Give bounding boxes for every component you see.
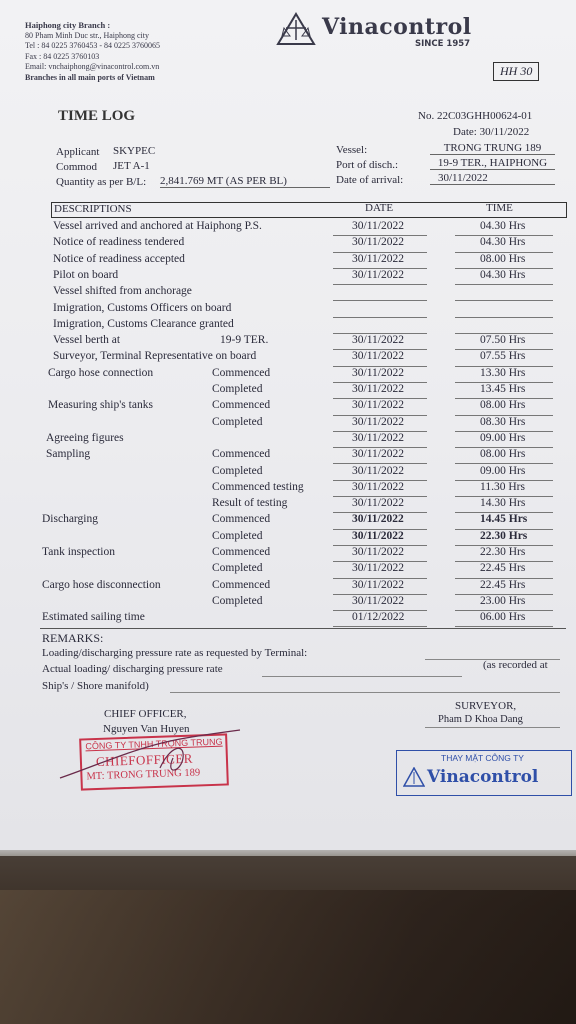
- row-sub-description: Commenced: [212, 399, 271, 412]
- row-date: 30/11/2022: [352, 546, 404, 558]
- table-row: [0, 253, 576, 269]
- table-row: [0, 546, 576, 562]
- row-date: 30/11/2022: [352, 562, 404, 575]
- stamp-role: CHIEFOFFICER: [95, 750, 194, 770]
- row-description: Sampling: [46, 448, 91, 461]
- row-date: 30/11/2022: [352, 480, 404, 493]
- table-row: [0, 465, 576, 481]
- table-row: [0, 416, 576, 432]
- table-row: [0, 562, 576, 578]
- row-sub-description: Completed: [212, 464, 263, 477]
- arrival-label: Date of arrival:: [336, 174, 404, 186]
- applicant-label: Applicant: [56, 146, 100, 158]
- date-cell: [333, 286, 427, 301]
- table-row: [0, 334, 576, 350]
- row-description: Agreeing figures: [46, 431, 124, 444]
- table-bottom-rule: [40, 628, 566, 629]
- row-sub-description: Commenced: [212, 513, 271, 526]
- row-time: 13.30 Hrs: [480, 366, 526, 379]
- page-title: TIME LOG: [58, 108, 136, 124]
- row-time: 08.00 Hrs: [480, 399, 526, 412]
- row-date: 30/11/2022: [352, 448, 404, 461]
- quantity-value: 2,841.769 MT (AS PER BL): [160, 175, 330, 188]
- quantity-label: Quantity as per B/L:: [56, 176, 147, 188]
- remarks-rule-2: [262, 676, 462, 677]
- row-date: 01/12/2022: [352, 611, 405, 624]
- row-date: 30/11/2022: [352, 399, 404, 412]
- row-time: 22.45 Hrs: [480, 578, 526, 591]
- row-time: 08.00 Hrs: [480, 448, 526, 461]
- row-sub-description: Result of testing: [212, 497, 288, 510]
- table-row: [0, 367, 576, 383]
- row-date: 30/11/2022: [352, 415, 404, 428]
- row-date: 30/11/2022: [352, 594, 404, 607]
- row-description: Tank inspection: [42, 546, 115, 558]
- row-date: 30/11/2022: [352, 268, 404, 281]
- header-descriptions: DESCRIPTIONS: [54, 203, 132, 215]
- row-description: Pilot on board: [53, 268, 119, 281]
- branch-address: 80 Pham Minh Duc str., Haiphong city: [25, 31, 149, 40]
- chief-officer-name: Nguyen Van Huyen: [103, 723, 190, 735]
- chief-officer-signature: [55, 728, 245, 788]
- surveyor-rule: [425, 727, 560, 728]
- row-date: 30/11/2022: [352, 383, 404, 395]
- row-sub-description: Commenced: [212, 546, 271, 558]
- row-time: 22.45 Hrs: [480, 562, 526, 575]
- row-sub-description: Commenced: [212, 578, 271, 591]
- time-log-table: [0, 220, 576, 630]
- remarks-line-2: Actual loading/ discharging pressure rate: [42, 663, 223, 675]
- branch-email: Email: vnchaiphong@vinacontrol.com.vn: [25, 62, 160, 71]
- table-row: [0, 513, 576, 529]
- row-time: 07.55 Hrs: [480, 350, 526, 363]
- row-description: Vessel berth at: [53, 334, 121, 347]
- row-description: Surveyor, Terminal Representative on board: [53, 350, 257, 363]
- remarks-rule-3: [170, 692, 560, 693]
- header-time: TIME: [486, 202, 513, 214]
- vinacontrol-logo-icon: [276, 12, 316, 46]
- table-row: [0, 530, 576, 546]
- stamp-vessel: MT: TRONG TRUNG 189: [86, 767, 201, 783]
- surveyor-title: SURVEYOR,: [455, 700, 517, 712]
- table-row: [0, 579, 576, 595]
- row-sub-description: Commenced: [212, 366, 271, 379]
- table-row: [0, 481, 576, 497]
- row-date: 30/11/2022: [352, 366, 404, 379]
- commod-value: JET A-1: [113, 160, 150, 172]
- surveyor-company-stamp: [396, 750, 572, 796]
- row-time: 22.30 Hrs: [480, 529, 528, 542]
- branch-ports: Branches in all main ports of Vietnam: [25, 73, 155, 82]
- row-sub-description: Completed: [212, 529, 263, 542]
- row-time: 13.45 Hrs: [480, 383, 526, 395]
- row-time: 07.50 Hrs: [480, 334, 526, 347]
- row-date: 30/11/2022: [352, 431, 404, 444]
- vessel-value: TRONG TRUNG 189: [430, 142, 555, 155]
- logo-wordmark: Vinacontrol: [322, 14, 472, 40]
- applicant-value: SKYPEC: [113, 145, 156, 157]
- time-cell: [455, 303, 553, 318]
- row-sub-description: Commenced: [212, 448, 271, 461]
- row-date: 30/11/2022: [352, 252, 404, 265]
- table-row: [0, 448, 576, 464]
- row-time: 04.30 Hrs: [480, 236, 526, 249]
- row-date: 30/11/2022: [352, 513, 404, 526]
- row-date: 30/11/2022: [352, 350, 404, 363]
- row-sub-description: 19-9 TER.: [220, 334, 269, 347]
- date-cell: [333, 303, 427, 318]
- row-sub-description: Completed: [212, 415, 263, 428]
- stamp-company: CÔNG TY TNHH TRỌNG TRUNG: [85, 736, 223, 752]
- time-cell: [455, 319, 553, 334]
- stamp-logo-icon: [403, 767, 425, 787]
- row-sub-description: Completed: [212, 383, 263, 395]
- stamp-on-behalf: THAY MẶT CÔNG TY: [441, 753, 524, 763]
- wood-grain: [0, 890, 576, 1024]
- row-description: Notice of readiness tendered: [53, 236, 185, 249]
- vessel-label: Vessel:: [336, 144, 368, 156]
- row-time: 08.30 Hrs: [480, 415, 526, 428]
- table-row: [0, 611, 576, 627]
- branch-tel: Tel : 84 0225 3760453 - 84 0225 3760065: [25, 41, 160, 50]
- row-description: Imigration, Customs Officers on board: [53, 301, 232, 314]
- table-row: [0, 318, 576, 334]
- row-description: Imigration, Customs Clearance granted: [53, 317, 234, 330]
- branch-fax: Fax : 84 0225 3760103: [25, 52, 100, 61]
- row-description: Discharging: [42, 513, 99, 526]
- row-description: Notice of readiness accepted: [53, 252, 185, 265]
- branch-name: Haiphong city Branch :: [25, 20, 111, 30]
- table-row: [0, 350, 576, 366]
- row-time: 14.30 Hrs: [480, 497, 526, 510]
- port-label: Port of disch.:: [336, 159, 399, 171]
- remarks-line-1: Loading/discharging pressure rate as requested by Terminal:: [42, 647, 308, 659]
- table-row: [0, 269, 576, 285]
- row-time: 04.30 Hrs: [480, 220, 526, 232]
- table-surface: [0, 850, 576, 1024]
- table-row: [0, 432, 576, 448]
- table-header: [51, 202, 567, 218]
- row-date: 30/11/2022: [352, 220, 404, 232]
- row-date: 30/11/2022: [352, 578, 404, 591]
- row-time: 06.00 Hrs: [480, 611, 526, 624]
- table-row: [0, 399, 576, 415]
- date-cell: [333, 319, 427, 334]
- row-date: 30/11/2022: [352, 236, 404, 249]
- row-sub-description: Completed: [212, 562, 263, 575]
- header-date: DATE: [365, 202, 394, 214]
- row-time: 09.00 Hrs: [480, 431, 526, 444]
- row-description: Vessel arrived and anchored at Haiphong P.S.: [53, 220, 262, 232]
- port-value: 19-9 TER., HAIPHONG: [430, 157, 555, 170]
- row-date: 30/11/2022: [352, 497, 404, 510]
- table-row: [0, 497, 576, 513]
- table-row: [0, 220, 576, 236]
- commod-label: Commod: [56, 161, 97, 173]
- arrival-date: 30/11/2022: [438, 172, 488, 184]
- document-number: No. 22C03GHH00624-01: [418, 110, 533, 122]
- arrival-value: [430, 172, 555, 185]
- remarks-line-2-right: (as recorded at: [483, 659, 548, 671]
- surveyor-name: Pham D Khoa Dang: [438, 714, 523, 725]
- table-row: [0, 236, 576, 252]
- remarks-label: REMARKS:: [42, 631, 104, 645]
- time-cell: [455, 286, 553, 301]
- table-row: [0, 595, 576, 611]
- row-description: Estimated sailing time: [42, 611, 145, 624]
- row-time: 23.00 Hrs: [480, 594, 526, 607]
- row-sub-description: Commenced testing: [212, 480, 304, 493]
- row-date: 30/11/2022: [352, 334, 404, 347]
- row-date: 30/11/2022: [352, 464, 404, 477]
- row-date: 30/11/2022: [352, 529, 404, 542]
- row-time: 08.00 Hrs: [480, 252, 526, 265]
- table-row: [0, 302, 576, 318]
- document-date: Date: 30/11/2022: [453, 126, 530, 138]
- table-row: [0, 285, 576, 301]
- stamp-logo-wordmark: Vinacontrol: [427, 767, 539, 787]
- row-description: Cargo hose disconnection: [42, 578, 161, 591]
- row-description: Vessel shifted from anchorage: [53, 285, 192, 298]
- form-code-box: HH 30: [493, 62, 539, 81]
- remarks-line-3: Ship's / Shore manifold): [42, 680, 149, 692]
- row-sub-description: Completed: [212, 594, 263, 607]
- chief-officer-title: CHIEF OFFICER,: [104, 708, 187, 720]
- row-time: 11.30 Hrs: [480, 480, 525, 493]
- row-description: Measuring ship's tanks: [48, 399, 153, 412]
- table-row: [0, 383, 576, 399]
- row-description: Cargo hose connection: [48, 366, 154, 379]
- row-time: 14.45 Hrs: [480, 513, 528, 526]
- row-time: 09.00 Hrs: [480, 464, 526, 477]
- logo-since: SINCE 1957: [415, 39, 471, 49]
- row-time: 22.30 Hrs: [480, 546, 526, 558]
- row-time: 04.30 Hrs: [480, 268, 526, 281]
